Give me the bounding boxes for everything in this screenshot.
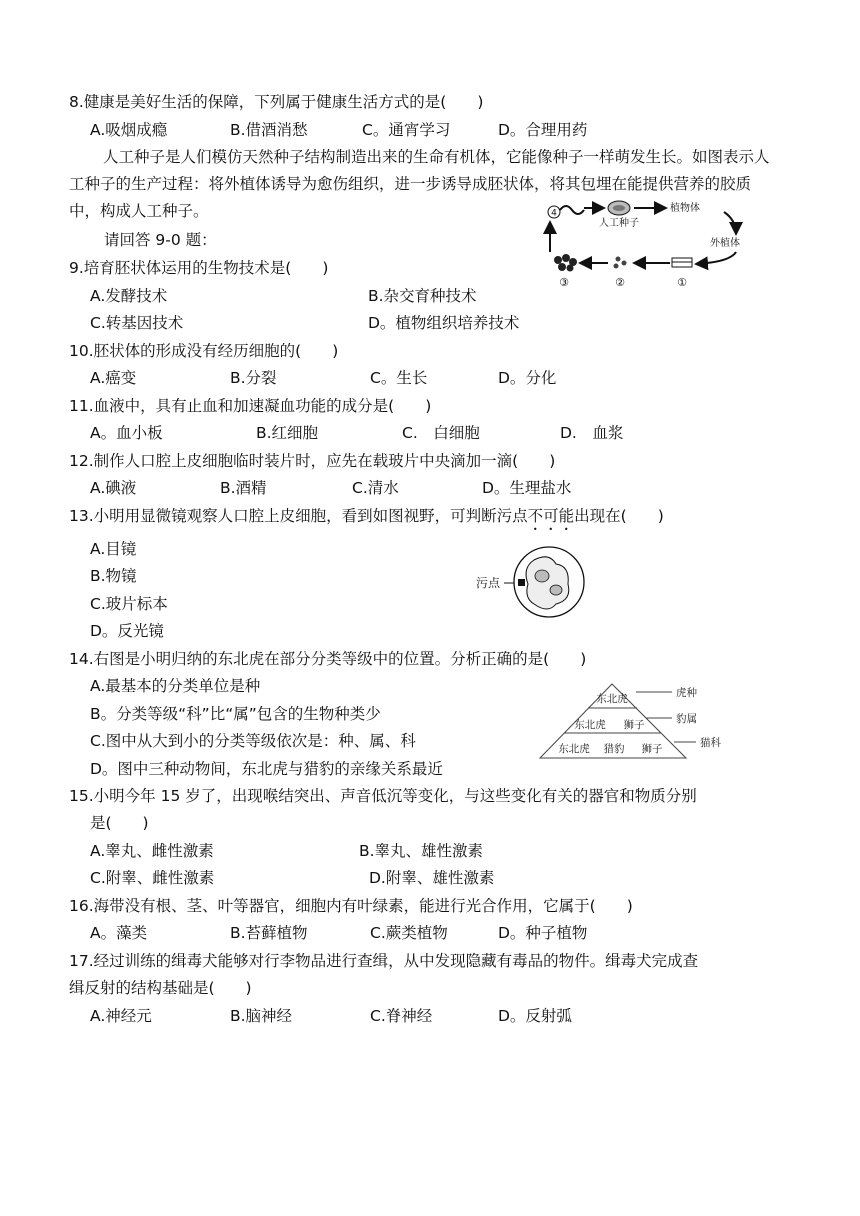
q8-option-d: D。合理用药 [498,121,588,139]
q11-option-c: C. 白细胞 [402,424,480,442]
q10-option-a: A.癌变 [90,369,137,387]
q17-option-a: A.神经元 [90,1007,152,1025]
q12-option-b: B.酒精 [220,479,267,497]
q14-stem: 14.右图是小明归纳的东北虎在部分分类等级中的位置。分析正确的是( ) [69,650,587,668]
label-artificial-seed: 人工种子 [599,218,639,229]
embryo-icon [560,206,584,214]
passage-prompt: 请回答 9-0 题： [104,231,217,249]
q17-stem-line1: 17.经过训练的缉毒犬能够对行李物品进行查缉，从中发现隐藏有毒品的物件。缉毒犬完成查 [69,952,699,970]
q16-stem: 16.海带没有根、茎、叶等器官，细胞内有叶绿素，能进行光合作用，它属于( ) [69,897,633,915]
q9-option-a: A.发酵技术 [90,287,168,305]
passage-text: 人工种子是人们模仿天然种子结构制造出来的生命有机体，它能像种子一样萌发生长。如图表示人工种子的生产过程：将外植体诱导为愈伤组织，进一步诱导成胚状体，将其包埋在能提供营养的胶质中，构成人工种子。 [69,148,770,220]
q8-option-a: A.吸烟成瘾 [90,121,168,139]
taxonomy-pyramid-figure [536,678,748,764]
label-plant: 植物体 [670,203,700,214]
q10-option-d: D。分化 [498,369,557,387]
q9-option-d: D。植物组织培养技术 [368,314,520,332]
q13-stem-emphasis: 不可能 [527,507,575,525]
tier2-lion: 狮子 [623,719,645,731]
label-step-2: ② [615,276,625,289]
q14-option-a: A.最基本的分类单位是种 [90,677,261,695]
tier2-tiger: 东北虎 [574,719,606,731]
label-stain-spot: 污点 [476,576,501,590]
q16-option-d: D。种子植物 [498,924,588,942]
tier3-lion: 狮子 [641,743,663,755]
label-step-1: ① [677,276,687,289]
q15-option-d: D.附睾、雄性激素 [369,869,495,887]
q9-stem: 9.培育胚状体运用的生物技术是( ) [69,259,329,277]
q16-option-b: B.苔藓植物 [230,924,308,942]
q10-option-c: C。生长 [370,369,428,387]
q17-option-d: D。反射弧 [498,1007,572,1025]
q11-stem: 11.血液中，具有止血和加速凝血功能的成分是( ) [69,397,432,415]
q15-option-c: C.附睾、雌性激素 [90,869,215,887]
q15-stem-line2: 是( ) [90,814,149,832]
q17-stem-line2: 缉反射的结构基础是( ) [69,979,252,997]
rank-genus-label: 豹属 [676,713,697,725]
q11-option-b: B.红细胞 [256,424,319,442]
q15-option-a: A.睾丸、雌性激素 [90,842,214,860]
microscope-field-figure [474,540,586,624]
q13-option-c: C.玻片标本 [90,595,168,613]
tier3-tiger: 东北虎 [558,743,590,755]
q8-option-c: C。通宵学习 [362,121,451,139]
q15-option-b: B.睾丸、雄性激素 [359,842,484,860]
q14-option-c: C.图中从大到小的分类等级依次是：种、属、科 [90,732,416,750]
q11-option-d: D. 血浆 [560,424,624,442]
q17-option-c: C.脊神经 [370,1007,433,1025]
rank-family-label: 猫科 [700,737,721,749]
q12-option-a: A.碘液 [90,479,137,497]
q10-stem: 10.胚状体的形成没有经历细胞的( ) [69,342,339,360]
label-explant: 外植体 [710,238,740,249]
q15-stem-line1: 15.小明今年 15 岁了，出现喉结突出、声音低沉等变化，与这些变化有关的器官和物质分别 [69,787,697,805]
callus-cells-icon [614,257,627,269]
q14-option-d: D。图中三种动物间，东北虎与猎豹的亲缘关系最近 [90,760,443,778]
q10-option-b: B.分裂 [230,369,277,387]
label-step-3: ③ [559,276,569,289]
tier1-tiger: 东北虎 [596,693,628,705]
q13-stem [69,506,664,534]
q9-option-c: C.转基因技术 [90,314,184,332]
circle-4-label [548,206,560,219]
q14-option-b: B。分类等级“科”比“属”包含的生物种类少 [90,705,381,723]
q16-option-a: A。藻类 [90,924,148,942]
tier3-cheetah: 猎豹 [603,743,625,755]
rank-species-label: 虎种 [676,687,697,699]
q11-option-a: A。血小板 [90,424,163,442]
q12-stem: 12.制作人口腔上皮细胞临时装片时，应先在载玻片中央滴加一滴( ) [69,452,556,470]
q8-stem: 8.健康是美好生活的保障，下列属于健康生活方式的是( ) [69,93,484,111]
q13-stem-pre: 13.小明用显微镜观察人口腔上皮细胞，看到如图视野，可判断污点 [69,507,528,525]
q13-option-b: B.物镜 [90,567,137,585]
seed-cycle-figure [540,196,768,294]
q13-stem-post: 出现在( ) [574,507,664,525]
q13-option-d: D。反光镜 [90,622,164,640]
q12-option-c: C.清水 [352,479,399,497]
q13-option-a: A.目镜 [90,540,137,558]
stain-spot-marker [518,579,525,586]
svg-text:4: 4 [551,208,557,219]
q17-option-b: B.脑神经 [230,1007,293,1025]
q9-option-b: B.杂交育种技术 [368,287,477,305]
q16-option-c: C.蕨类植物 [370,924,448,942]
q8-option-b: B.借酒消愁 [230,121,308,139]
q12-option-d: D。生理盐水 [482,479,572,497]
embryoid-cluster-icon [554,254,577,272]
